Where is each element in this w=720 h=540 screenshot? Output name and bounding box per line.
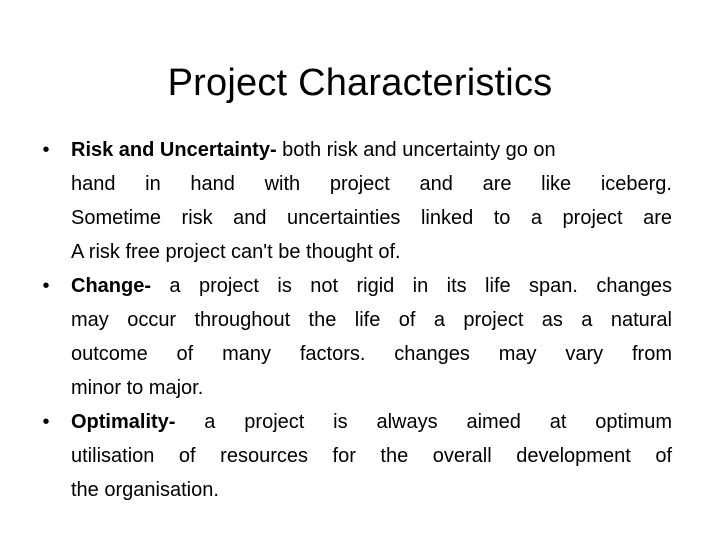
bullet-text: a project is not rigid in its life span. changes [151, 275, 672, 297]
bullet-term: Change- [71, 275, 151, 297]
bullet-line: Sometime risk and uncertainties linked to a project are [71, 207, 672, 229]
bullet-text: both risk and uncertainty go on [276, 139, 556, 161]
bullet-line: minor to major. [71, 377, 204, 399]
bullet-line: utilisation of resources for the overall development of [71, 445, 672, 467]
bullet-icon: • [42, 275, 50, 297]
bullet-text: a project is always aimed at optimum [175, 411, 672, 433]
bullet-line: may occur throughout the life of a project as a natural [71, 309, 672, 331]
bullet-line: hand in hand with project and are like iceberg. [71, 173, 672, 195]
bullet-line [71, 133, 672, 167]
bullet-icon: • [42, 411, 50, 433]
bullet-line [71, 269, 672, 303]
bullet-term: Optimality- [71, 411, 176, 433]
bullet-line: A risk free project can't be thought of. [71, 241, 401, 263]
bullet-line: the organisation. [71, 479, 219, 501]
bullet-item-risk [36, 133, 672, 269]
bullet-item-optimality [36, 405, 672, 507]
bullet-line [71, 405, 672, 439]
slide-title: Project Characteristics [167, 62, 553, 104]
bullet-list [36, 133, 672, 507]
bullet-icon: • [42, 139, 50, 161]
bullet-line: outcome of many factors. changes may vary from [71, 343, 672, 365]
bullet-term: Risk and Uncertainty- [71, 139, 277, 161]
bullet-item-change [36, 269, 672, 405]
